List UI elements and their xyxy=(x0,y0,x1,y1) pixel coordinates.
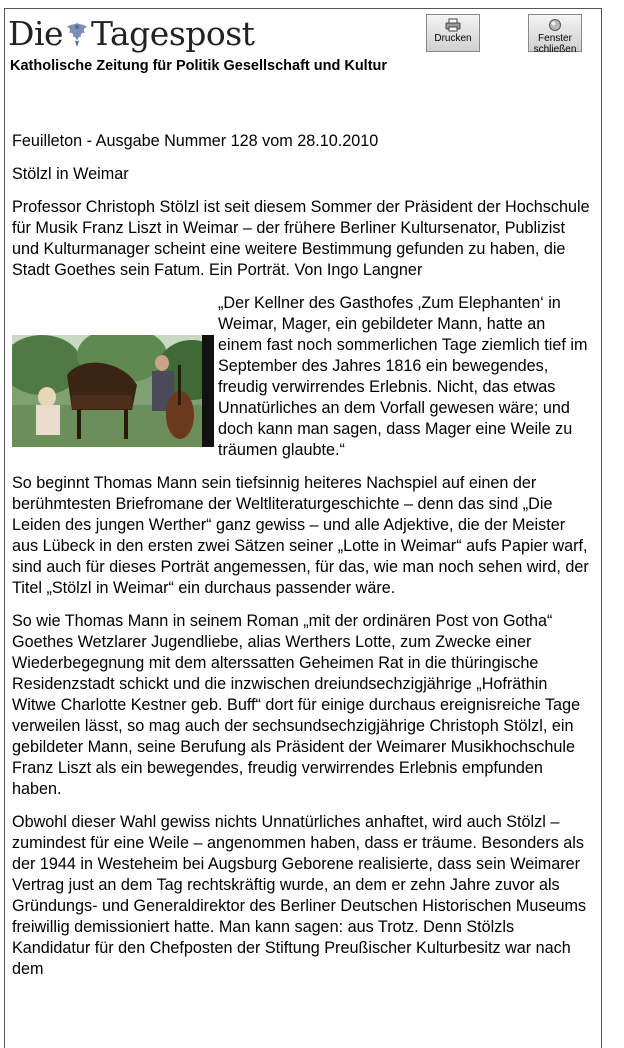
eagle-emblem-icon xyxy=(64,19,90,49)
article-title: Stölzl in Weimar xyxy=(12,165,129,183)
article-paragraph-with-photo xyxy=(12,293,590,461)
article-paragraph-4: Obwohl dieser Wahl gewiss nichts Unnatürliches anhaftet, wird auch Stölzl – zumindest für eine Weile – angenommen haben, dass er träume. Besonders als der 1944 in Westeheim bei Augsburg Geborene realisierte, dass sein Weimarer Vertrag just an dem Tag rechtskräftig wurde, an dem er zehn Jahre zuvor als Gründungs- und Generaldirektor des Berliner Deutschen Historischen Museums freiwillig demissioniert hatte. Man kann sagen: aus Trotz. Denn Stölzls Kandidatur für den Chefposten der Stiftung Preußischer Kulturbesitz war nach dem xyxy=(12,813,587,978)
concert-photo-illustration xyxy=(12,335,214,447)
article-paragraph-3: So wie Thomas Mann in seinem Roman „mit der ordinären Post von Gotha“ Goethes Wetzlarer Jugendliebe, alias Werthers Lotte, zum Zwecke einer Wiederbegegnung mit dem alterssatten Geheimen Rat in die thüringische Residenzstadt schickt und die inzwischen dreiundsechzigjährige „Hofräthin Witwe Charlotte Kestner geb. Buff“ dort für einige durchaus ereignisreiche Tage verweilen lässt, so mag auch der sechsundsechzigjährige Christoph Stölzl, ein gebildeter Mann, seine Berufung als Präsident der Weimarer Musikhochschule Franz Liszt als ein bewegendes, freudig verwirrendes Erlebnis empfunden haben. xyxy=(12,612,581,798)
newspaper-logo xyxy=(8,12,254,56)
logo-text-tagespost: Tagespost xyxy=(91,14,255,53)
article-section-line: Feuilleton - Ausgabe Nummer 128 vom 28.10.2010 xyxy=(12,132,379,150)
article-body xyxy=(12,131,590,992)
newspaper-subtitle: Katholische Zeitung für Politik Gesellschaft und Kultur xyxy=(10,58,388,74)
close-button-label-line2: schließen xyxy=(533,44,577,55)
print-button-label: Drucken xyxy=(434,33,472,44)
close-button-label-line1: Fenster xyxy=(538,33,572,44)
print-button[interactable] xyxy=(426,14,480,52)
masthead xyxy=(8,12,254,56)
article-paragraph-2: So beginnt Thomas Mann sein tiefsinnig heiteres Nachspiel auf einen der berühmtesten Briefromane der Weltliteraturgeschichte – denn das sind „Die Leiden des jungen Werther“ ganz gewiss – und alle Adjektive, die der Meister aus Lübeck in den ersten zwei Sätzen seiner „Lotte in Weimar“ aufs Papier warf, sind auch für dieses Porträt angemessen, für das, wie man noch sehen wird, der Titel „Stölzl in Weimar“ ein durchaus passender wäre. xyxy=(12,474,589,597)
close-window-icon xyxy=(547,18,563,32)
printer-icon xyxy=(445,18,461,32)
article-paragraph-1-wrapper xyxy=(12,293,590,461)
close-window-button[interactable] xyxy=(528,14,582,55)
article-teaser: Professor Christoph Stölzl ist seit diesem Sommer der Präsident der Hochschule für Musik Franz Liszt in Weimar – der frühere Berliner Kultursenator, Publizist und Kulturmanager scheint eine weitere Bestimmung gefunden zu haben, die Stadt Goethes sein Fatum. Ein Porträt. Von Ingo Langner xyxy=(12,198,590,279)
article-paragraph-1: „Der Kellner des Gasthofes ‚Zum Elephanten‘ in Weimar, Mager, ein gebildeter Mann, hatte an einem fast noch sommerlichen Tage ziemlich tief im September des Jahres 1816 ein bewegendes, freudig verwirrendes Erlebnis. Nicht, das etwas Unnatürliches an dem Vorfall gewesen wäre; und doch kann man sagen, dass Mager eine Weile zu träumen glaubte.“ xyxy=(218,294,588,459)
logo-text-die: Die xyxy=(8,14,64,53)
article-photo xyxy=(12,335,214,447)
